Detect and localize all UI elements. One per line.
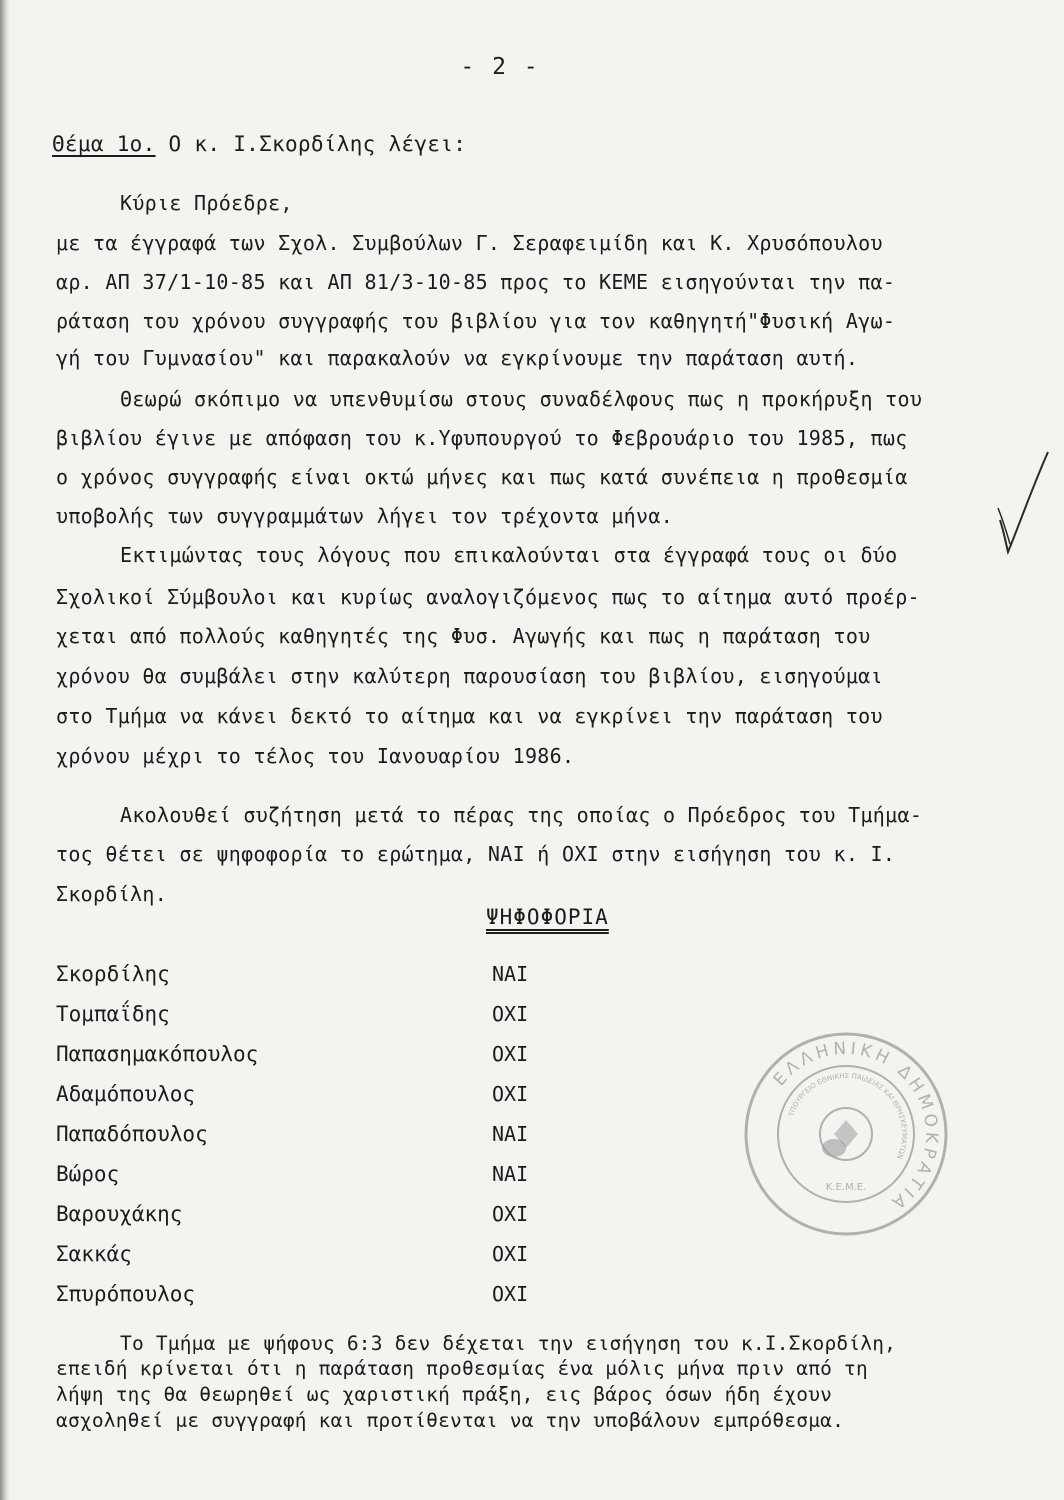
stamp-ring-text: ΕΛΛΗΝΙΚΗ ΔΗΜΟΚΡΑΤΙΑ bbox=[769, 1038, 942, 1215]
vote-title: ΨΗΦΟΦΟΡΙΑ bbox=[486, 905, 609, 929]
vote-row bbox=[0, 1082, 600, 1112]
voter-name: Σπυρόπουλος bbox=[56, 1282, 196, 1306]
speech-line: χεται από πολλούς καθηγητές της Φυσ. Αγωγής και πως η παράταση του bbox=[56, 624, 871, 648]
speech-line: χρόνου θα συμβάλει στην καλύτερη παρουσίαση του βιβλίου, εισηγούμαι bbox=[56, 664, 883, 688]
stamp-inner-text: ΥΠΟΥΡΓΕΙΟ ΕΘΝΙΚΗΣ ΠΑΙΔΕΙΑΣ ΚΑΙ ΘΡΗΣΚΕΥΜΑΤΩΝ bbox=[787, 1071, 909, 1161]
speech-line: Κύριε Πρόεδρε, bbox=[120, 191, 293, 215]
vote-row bbox=[0, 1042, 600, 1072]
discussion-line: τος θέτει σε ψηφοφορία το ερώτημα, ΝΑΙ ή ΟΧΙ στην εισήγηση του κ. Ι. bbox=[56, 842, 896, 866]
voter-name: Βώρος bbox=[56, 1162, 120, 1186]
speech-line: Εκτιμώντας τους λόγους που επικαλούνται στα έγγραφά τους οι δύο bbox=[120, 543, 898, 567]
speech-line: χρόνου μέχρι το τέλος του Ιανουαρίου 1986. bbox=[56, 744, 575, 768]
voter-name: Σκορδίλης bbox=[56, 962, 170, 986]
discussion-line: Ακολουθεί συζήτηση μετά το πέρας της οποίας ο Πρόεδρος του Τμήμα- bbox=[120, 803, 923, 827]
vote-value: ΟΧΙ bbox=[492, 1202, 529, 1226]
topic-intro: Ο κ. Ι.Σκορδίλης λέγει: bbox=[155, 132, 467, 156]
vote-value: ΟΧΙ bbox=[492, 1002, 529, 1026]
speech-line: με τα έγγραφά των Σχολ. Συμβούλων Γ. Σεραφειμίδη και Κ. Χρυσόπουλου bbox=[56, 231, 883, 255]
vote-row bbox=[0, 1202, 600, 1232]
voter-name: Τομπαΐδης bbox=[56, 1002, 170, 1026]
vote-row bbox=[0, 1242, 600, 1272]
ruling-line: επειδή κρίνεται ότι η παράταση προθεσμίας ένα μόλις μήνα πριν από τη bbox=[56, 1357, 868, 1380]
vote-value: ΟΧΙ bbox=[492, 1042, 529, 1066]
voter-name: Σακκάς bbox=[56, 1242, 132, 1266]
speech-line: γή του Γυμνασίου" και παρακαλούν να εγκρίνουμε την παράταση αυτή. bbox=[56, 346, 859, 370]
speech-line: Θεωρώ σκόπιμο να υπενθυμίσω στους συναδέλφους πως η προκήρυξη του bbox=[120, 387, 923, 411]
discussion-line: Σκορδίλη. bbox=[56, 882, 168, 906]
vote-row bbox=[0, 1002, 600, 1032]
page-binding-edge bbox=[0, 0, 10, 1500]
ruling-line: λήψη της θα θεωρηθεί ως χαριστική πράξη, εις βάρος όσων ήδη έχουν bbox=[56, 1383, 833, 1406]
speech-line: υποβολής των συγγραμμάτων λήγει τον τρέχοντα μήνα. bbox=[56, 504, 674, 528]
handwritten-check-icon bbox=[992, 448, 1052, 558]
stamp-bottom-text: Κ.Ε.Μ.Ε. bbox=[825, 1182, 867, 1193]
speech-line: βιβλίου έγινε με απόφαση του κ.Υφυπουργού το Φεβρουάριο του 1985, πως bbox=[56, 426, 908, 450]
speech-line: Σχολικοί Σύμβουλοι και κυρίως αναλογιζόμενος πως το αίτημα αυτό προέρ- bbox=[56, 585, 920, 609]
speech-line: στο Τμήμα να κάνει δεκτό το αίτημα και να εγκρίνει την παράταση του bbox=[56, 704, 883, 728]
voter-name: Αδαμόπουλος bbox=[56, 1082, 196, 1106]
vote-row bbox=[0, 962, 600, 992]
page-number: - 2 - bbox=[460, 54, 540, 80]
speech-line: ο χρόνος συγγραφής είναι οκτώ μήνες και πως κατά συνέπεια η προθεσμία bbox=[56, 465, 908, 489]
voter-name: Παπαδόπουλος bbox=[56, 1122, 208, 1146]
ruling-line: Το Τμήμα με ψήφους 6:3 δεν δέχεται την εισήγηση του κ.Ι.Σκορδίλη, bbox=[120, 1332, 897, 1355]
vote-value: ΟΧΙ bbox=[492, 1282, 529, 1306]
voter-name: Παπασημακόπουλος bbox=[56, 1042, 259, 1066]
official-seal-stamp bbox=[742, 1030, 950, 1238]
topic-heading bbox=[52, 132, 466, 156]
vote-row bbox=[0, 1282, 600, 1312]
vote-value: ΝΑΙ bbox=[492, 962, 529, 986]
speech-line: αρ. ΑΠ 37/1-10-85 και ΑΠ 81/3-10-85 προς το ΚΕΜΕ εισηγούνται την πα- bbox=[56, 270, 896, 294]
ruling-line: ασχοληθεί με συγγραφή και προτίθενται να την υποβάλουν εμπρόθεσμα. bbox=[56, 1409, 845, 1432]
vote-row bbox=[0, 1122, 600, 1152]
speech-line: ράταση του χρόνου συγγραφής του βιβλίου για τον καθηγητή"Φυσική Αγω- bbox=[56, 309, 896, 333]
vote-value: ΝΑΙ bbox=[492, 1162, 529, 1186]
svg-text:ΥΠΟΥΡΓΕΙΟ ΕΘΝΙΚΗΣ ΠΑΙΔΕΙΑΣ ΚΑΙ bbox=[787, 1072, 908, 1160]
vote-value: ΝΑΙ bbox=[492, 1122, 529, 1146]
voter-name: Βαρουχάκης bbox=[56, 1202, 183, 1226]
vote-row bbox=[0, 1162, 600, 1192]
vote-value: ΟΧΙ bbox=[492, 1242, 529, 1266]
vote-value: ΟΧΙ bbox=[492, 1082, 529, 1106]
topic-label: Θέμα 1ο. bbox=[52, 132, 156, 156]
